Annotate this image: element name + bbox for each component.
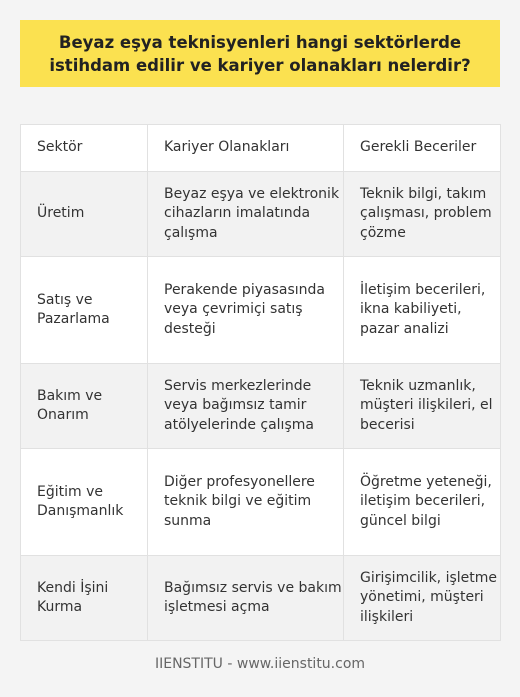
column-header-sector: Sektör bbox=[21, 125, 148, 172]
skills-cell: İletişim becerileri, ikna kabiliyeti, pazar analizi bbox=[344, 257, 501, 364]
table-row bbox=[21, 449, 501, 556]
column-header-skills: Gerekli Beceriler bbox=[344, 125, 501, 172]
career-cell: Bağımsız servis ve bakım işletmesi açma bbox=[148, 556, 344, 641]
career-cell: Diğer profesyonellere teknik bilgi ve eğitim sunma bbox=[148, 449, 344, 556]
title-banner bbox=[20, 20, 500, 87]
table-row bbox=[21, 556, 501, 641]
career-cell: Perakende piyasasında veya çevrimiçi satış desteği bbox=[148, 257, 344, 364]
footer-credit: IIENSTITU - www.iienstitu.com bbox=[154, 656, 366, 672]
skills-cell: Öğretme yeteneği, iletişim becerileri, güncel bilgi bbox=[344, 449, 501, 556]
sector-cell: Kendi İşini Kurma bbox=[21, 556, 148, 641]
sector-cell: Bakım ve Onarım bbox=[21, 364, 148, 449]
sector-cell: Satış ve Pazarlama bbox=[21, 257, 148, 364]
sector-cell: Üretim bbox=[21, 172, 148, 257]
career-table bbox=[20, 124, 501, 641]
table-row bbox=[21, 364, 501, 449]
skills-cell: Teknik bilgi, takım çalışması, problem çözme bbox=[344, 172, 501, 257]
skills-cell: Teknik uzmanlık, müşteri ilişkileri, el becerisi bbox=[344, 364, 501, 449]
column-header-career: Kariyer Olanakları bbox=[148, 125, 344, 172]
skills-cell: Girişimcilik, işletme yönetimi, müşteri ilişkileri bbox=[344, 556, 501, 641]
table-row bbox=[21, 257, 501, 364]
career-cell: Beyaz eşya ve elektronik cihazların imalatında çalışma bbox=[148, 172, 344, 257]
page-title: Beyaz eşya teknisyenleri hangi sektörlerde istihdam edilir ve kariyer olanakları nelerdir? bbox=[49, 32, 471, 75]
table-row bbox=[21, 172, 501, 257]
career-cell: Servis merkezlerinde veya bağımsız tamir atölyelerinde çalışma bbox=[148, 364, 344, 449]
table-header-row bbox=[21, 125, 501, 172]
sector-cell: Eğitim ve Danışmanlık bbox=[21, 449, 148, 556]
